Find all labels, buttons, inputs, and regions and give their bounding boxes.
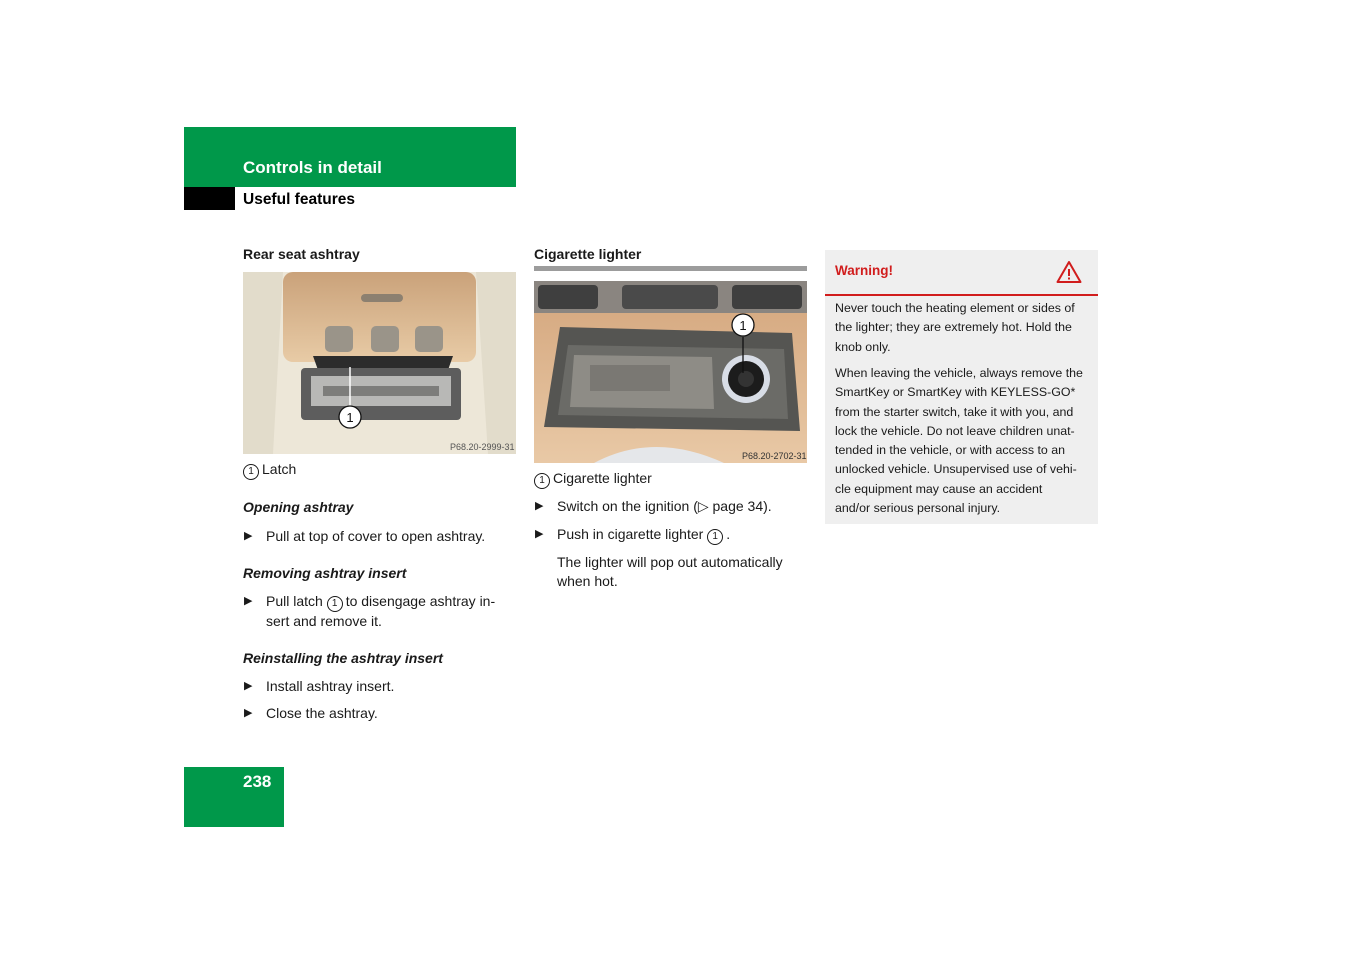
lighter-note: The lighter will pop out automatically when hot. bbox=[557, 553, 783, 589]
latch-legend-number: 1 bbox=[243, 464, 259, 480]
lighter-callout: 1 bbox=[739, 318, 747, 333]
removing-insert-heading: Removing ashtray insert bbox=[243, 565, 407, 581]
rear-ashtray-heading: Rear seat ashtray bbox=[243, 246, 360, 262]
cigarette-lighter-heading: Cigarette lighter bbox=[534, 246, 642, 262]
warning-divider bbox=[825, 294, 1098, 296]
bullet-arrow-icon: ▶ bbox=[244, 679, 253, 692]
rear-ashtray-illustration bbox=[243, 272, 516, 454]
section-title: Controls in detail bbox=[243, 158, 382, 177]
bullet-arrow-icon: ▶ bbox=[244, 594, 253, 607]
warning-box bbox=[825, 250, 1098, 524]
reinstall-insert-heading: Reinstalling the ashtray insert bbox=[243, 650, 443, 666]
cigarette-lighter-column bbox=[534, 245, 807, 265]
ashtray-callout: 1 bbox=[346, 410, 354, 425]
cigarette-lighter-text bbox=[534, 469, 807, 592]
cigarette-lighter-photo bbox=[534, 281, 807, 463]
lighter-ref-number: 1 bbox=[707, 529, 723, 545]
lighter-legend-number: 1 bbox=[534, 473, 550, 489]
latch-legend-text: Latch bbox=[262, 461, 297, 477]
warning-paragraph-2: When leaving the vehicle, always remove the SmartKey or SmartKey with KEYLESS-GO* from the starter switch, take it with you, and lock the vehicle. Do not leave children unat- tended in the vehicle, or with access to an unlocked vehicle. Unsupervised use of vehi- cle equipment may cause an accident and/or serious personal injury. bbox=[835, 366, 1083, 516]
header-black-tab bbox=[184, 187, 235, 210]
cigarette-image-code: P68.20-2702-31 bbox=[742, 451, 807, 461]
bullet-arrow-icon: ▶ bbox=[535, 500, 544, 512]
ignition-step: ▶ Switch on the ignition (▷ page 34). bbox=[534, 497, 807, 517]
push-lighter-step: ▶ Push in cigarette lighter 1 . bbox=[534, 525, 807, 545]
heading-rule bbox=[534, 266, 807, 271]
warning-triangle-icon bbox=[1056, 260, 1082, 284]
bullet-arrow-icon: ▶ bbox=[244, 707, 253, 719]
rear-ashtray-photo bbox=[243, 272, 516, 454]
bullet-arrow-icon: ▶ bbox=[244, 529, 253, 542]
latch-legend bbox=[243, 460, 516, 480]
page-number: 238 bbox=[243, 772, 272, 791]
opening-step: ▶ Pull at top of cover to open ashtray. bbox=[243, 527, 516, 547]
rear-ashtray-column bbox=[243, 245, 516, 265]
rear-ashtray-image-code: P68.20-2999-31 bbox=[450, 442, 515, 452]
bullet-arrow-icon: ▶ bbox=[535, 527, 544, 540]
removing-step: ▶ Pull latch 1 to disengage ashtray in- sert and remove it. bbox=[244, 592, 496, 629]
reinstall-step-1: ▶ Install ashtray insert. bbox=[243, 677, 516, 697]
lighter-legend bbox=[534, 469, 807, 489]
opening-ashtray-heading: Opening ashtray bbox=[243, 499, 354, 515]
latch-ref-number: 1 bbox=[327, 596, 343, 612]
header-band bbox=[184, 127, 516, 187]
reinstall-step-2: ▶ Close the ashtray. bbox=[243, 704, 516, 724]
rear-ashtray-text bbox=[243, 460, 516, 724]
lighter-legend-text: Cigarette lighter bbox=[553, 470, 652, 486]
subsection-title: Useful features bbox=[243, 191, 355, 208]
warning-title: Warning! bbox=[835, 263, 893, 278]
warning-paragraph-1: Never touch the heating element or sides of the lighter; they are extremely hot. Hold the knob only. bbox=[835, 301, 1075, 354]
cigarette-lighter-illustration bbox=[534, 281, 807, 463]
